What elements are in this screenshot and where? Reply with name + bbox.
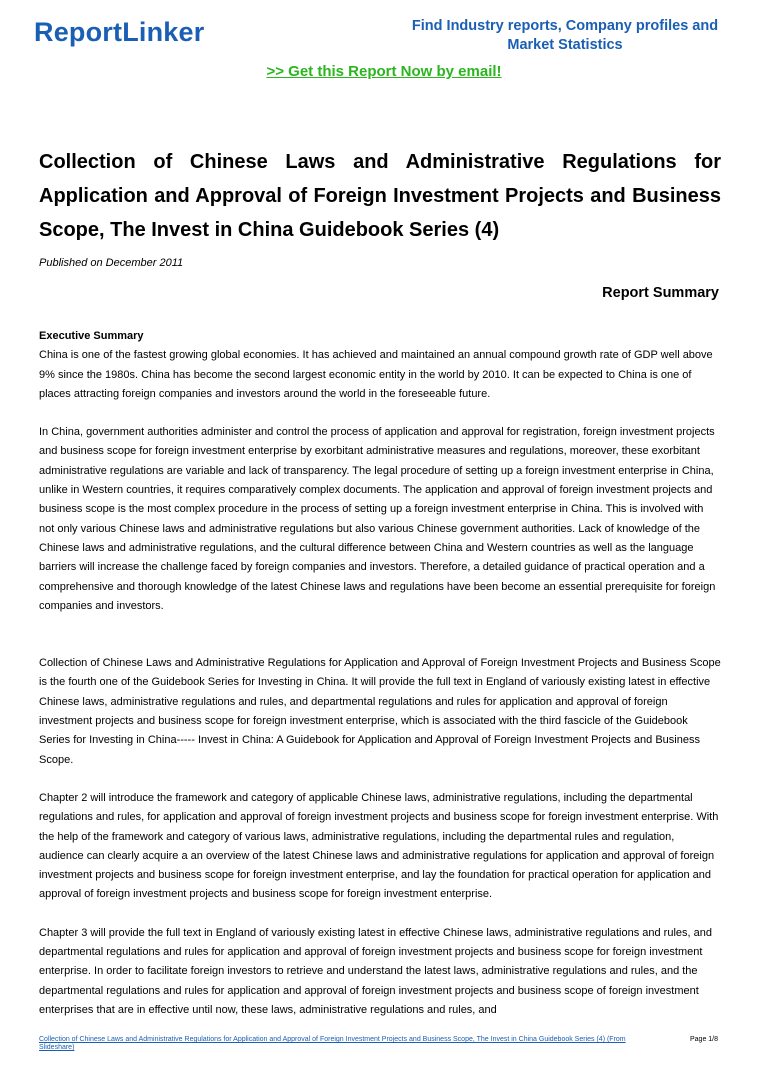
- get-report-link[interactable]: >> Get this Report Now by email!: [266, 63, 502, 80]
- reportlinker-logo[interactable]: ReportLinker: [34, 17, 205, 47]
- paragraph: Chapter 2 will introduce the framework and category of applicable Chinese laws, administrative regulations, including the departmental regulations and rules, for application and approval of foreign investment projects and business scope for foreign investment enterprise. With the help of the framework and category of various laws, administrative regulations, including the departmental rules and regulation, audience can clearly acquire a an overview of the latest Chinese laws and administrative regulations for application and approval of foreign investment projects and business scope for foreign investment enterprise, and lay the foundation for practical operation for application and approval of foreign investment projects and business scope for foreign investment enterprise.: [39, 791, 719, 901]
- footer-source-link[interactable]: Collection of Chinese Laws and Administrative Regulations for Application and Approval of Foreign Investment Projects and Business Scope, The Invest in China Guidebook Series (4) (From Slideshare): [39, 1036, 626, 1051]
- paragraph: Chapter 3 will provide the full text in England of variously existing latest in effective Chinese laws, administrative regulations and rules, and departmental regulations and rules for application and approval of foreign investment projects and business scope for foreign investment enterprise. In order to facilitate foreign investors to retrieve and understand the latest laws, administrative regulations and rules, and the departmental regulations and rules for application and approval of foreign investment projects and business scope of foreign investment enterprises that are in effective until now, these laws, administrative regulations and rules, and: [39, 926, 712, 1016]
- paragraph: In China, government authorities administer and control the process of application and approval for registration, foreign investment projects and business scope for foreign investment enterprise by exorbitant administrative measures and regulations, moreover, these exorbitant administrative regulations are variable and lack of transparency. The legal procedure of setting up a foreign investment enterprise in China, unlike in Western countries, it requires comparatively complex documents. The application and approval of foreign investment projects and business scope is the most complex procedure in the process of setting up a foreign investment enterprise in China. This is involved with not only various Chinese laws and administrative regulations but also various Chinese government authorities. Lack of knowledge of the Chinese laws and administrative regulations, and the cultural difference between China and Western countries as well as the language barriers will increase the challenge faced by foreign companies and investors. Therefore, a detailed guidance of practical operation and a comprehensive and thorough knowledge of the latest Chinese laws and regulations have been become an essential prerequisite for foreign companies and investors.: [39, 426, 716, 612]
- published-date: Published on December 2011: [39, 257, 184, 269]
- paragraph: China is one of the fastest growing global economies. It has achieved and maintained an annual compound growth rate of GDP well above 9% since the 1980s. China has become the second largest economic entity in the world by 2010. It can be expected to China is one of places attracting foreign companies and investors around the world in the foreseeable future.: [39, 349, 713, 400]
- header-tagline: Find Industry reports, Company profiles and Market Statistics: [411, 18, 719, 53]
- document-title: Collection of Chinese Laws and Administrative Regulations for Application and Approval of Foreign Investment Projects and Business Scope, The Invest in China Guidebook Series (4): [39, 151, 721, 241]
- report-summary-heading: Report Summary: [602, 285, 719, 301]
- report-body: [39, 327, 721, 1020]
- page-number: Page 1/8: [690, 1036, 719, 1043]
- paragraph: Collection of Chinese Laws and Administrative Regulations for Application and Approval of Foreign Investment Projects and Business Scope is the fourth one of the Guidebook Series for Investing in China. It will provide the full text in England of variously existing latest in effective Chinese laws, administrative regulations and rules, and departmental regulations and rules for application and approval of foreign investment projects and business scope for foreign investment enterprise, which is associated with the third fascicle of the Guidebook Series for Investing in China----- Invest in China: A Guidebook for Application and Approval of Foreign Investment Projects and Business Scope.: [39, 657, 721, 766]
- executive-summary-heading: Executive Summary: [39, 330, 144, 342]
